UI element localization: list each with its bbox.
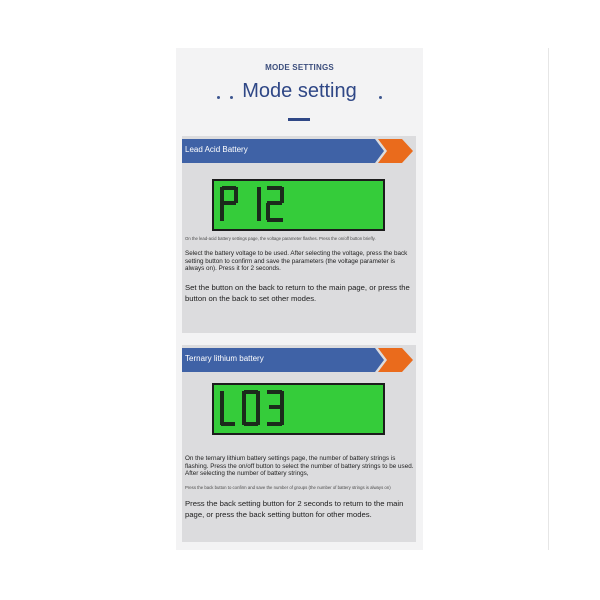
banner-label: Ternary lithium battery [185,354,264,363]
page-title: Mode setting [242,80,357,102]
description-paragraph: On the lead-acid battery settings page, the voltage parameter flashes. Press the on/off button briefly. [185,236,376,241]
title-underline [288,118,310,121]
right-divider-line [548,48,549,550]
lcd-display [212,179,385,231]
description-paragraph: Set the button on the back to return to the main page, or press the button on the back to set other modes. [185,283,410,303]
lcd-digits [214,385,383,433]
lcd-digits [214,181,383,229]
section-banner [182,348,416,372]
lcd-display [212,383,385,435]
ternary-lithium-battery-section [182,345,416,542]
description-paragraph: Select the battery voltage to be used. After selecting the voltage, press the back setting button to confirm and save the parameters (the voltage parameter is always on). Press it for 2 seconds. [185,250,408,273]
decorative-dot-icon [379,96,382,99]
description-paragraph: On the ternary lithium battery settings page, the number of battery strings is flashing. Press the on/off button to select the number of battery strings to be used. After selecting the number of battery strings, [185,455,414,478]
mode-settings-panel [176,48,423,550]
section-banner [182,139,416,163]
description-paragraph: Press the back setting button for 2 seconds to return to the main page, or press the back setting button for other modes. [185,499,404,519]
lead-acid-battery-section [182,136,416,333]
description-paragraph: Press the back button to confirm and save the number of groups (the number of battery strings is always on) [185,485,391,490]
section-kicker: MODE SETTINGS [265,63,334,72]
banner-label: Lead Acid Battery [185,145,248,154]
